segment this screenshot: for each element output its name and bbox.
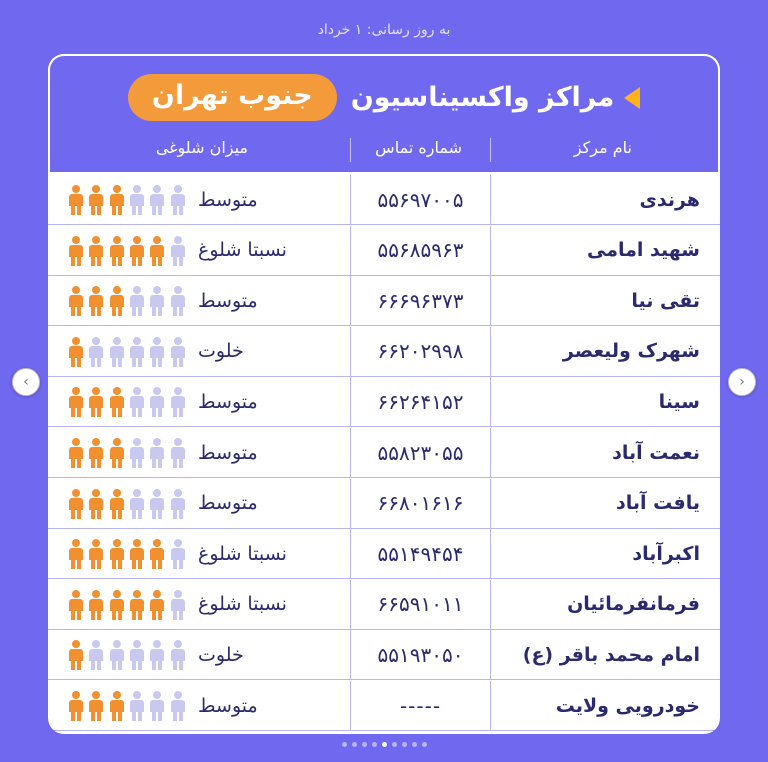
table-row [48, 529, 720, 579]
person-icon [147, 236, 166, 266]
update-note: به روز رسانی: ۱ خرداد [317, 22, 451, 38]
person-icon [86, 387, 105, 417]
person-icon [107, 691, 126, 721]
title-region-pill: جنوب تهران [128, 74, 337, 121]
center-phone: ----- [350, 681, 490, 730]
column-separator [490, 138, 491, 162]
person-icon [127, 387, 146, 417]
person-icon [86, 337, 105, 367]
person-icon [107, 438, 126, 468]
prev-slide-button[interactable]: ‹ [12, 368, 40, 396]
center-name: هرندی [490, 175, 720, 224]
person-icon [127, 236, 146, 266]
person-icon [147, 590, 166, 620]
center-phone: ۶۶۵۹۱۰۱۱ [350, 580, 490, 629]
table-row [48, 630, 720, 680]
crowd-level-label: متوسط [198, 188, 258, 211]
person-icon [127, 590, 146, 620]
person-icon [66, 286, 85, 316]
center-name: شهرک ولیعصر [490, 327, 720, 376]
person-icon [86, 691, 105, 721]
crowd-level-label: متوسط [198, 441, 258, 464]
person-icon [147, 185, 166, 215]
center-name: امام محمد باقر (ع) [490, 630, 720, 679]
person-icon [107, 337, 126, 367]
crowd-level-label: نسبتا شلوغ [198, 542, 287, 565]
person-icon [168, 337, 187, 367]
crowd-level-label: متوسط [198, 390, 258, 413]
table-row [48, 479, 720, 529]
table-row [48, 681, 720, 731]
center-name: تقی نیا [490, 276, 720, 325]
person-icon [168, 691, 187, 721]
person-icon [66, 640, 85, 670]
crowd-meter [66, 387, 188, 417]
carousel-dot[interactable] [392, 742, 397, 747]
person-icon [86, 640, 105, 670]
person-icon [127, 691, 146, 721]
person-icon [127, 640, 146, 670]
column-separator [350, 138, 351, 162]
center-phone: ۶۶۲۶۴۱۵۲ [350, 377, 490, 426]
person-icon [168, 286, 187, 316]
carousel-dot[interactable] [412, 742, 417, 747]
crowd-meter [66, 286, 188, 316]
person-icon [66, 185, 85, 215]
crowd-meter [66, 438, 188, 468]
center-name: یافت آباد [490, 479, 720, 528]
person-icon [66, 438, 85, 468]
person-icon [86, 438, 105, 468]
person-icon [147, 387, 166, 417]
person-icon [127, 337, 146, 367]
table-header [48, 54, 720, 172]
person-icon [86, 539, 105, 569]
person-icon [147, 691, 166, 721]
carousel-dot[interactable] [372, 742, 377, 747]
person-icon [86, 286, 105, 316]
center-name: خودرویی ولایت [490, 681, 720, 730]
crowd-meter [66, 539, 188, 569]
crowd-meter [66, 640, 188, 670]
person-icon [66, 387, 85, 417]
person-icon [168, 640, 187, 670]
person-icon [86, 489, 105, 519]
crowd-meter [66, 185, 188, 215]
center-phone: ۵۵۱۹۳۰۵۰ [350, 630, 490, 679]
person-icon [147, 489, 166, 519]
carousel-dot[interactable] [382, 742, 387, 747]
crowd-level-label: خلوت [198, 340, 244, 363]
center-phone: ۶۶۲۰۲۹۹۸ [350, 327, 490, 376]
column-headers [50, 134, 718, 164]
person-icon [66, 590, 85, 620]
person-icon [127, 539, 146, 569]
center-name: شهید امامی [490, 226, 720, 275]
person-icon [127, 185, 146, 215]
crowd-meter [66, 337, 188, 367]
person-icon [66, 489, 85, 519]
center-name: سینا [490, 377, 720, 426]
center-name: فرمانفرمائیان [490, 580, 720, 629]
person-icon [168, 489, 187, 519]
person-icon [127, 286, 146, 316]
person-icon [107, 387, 126, 417]
next-slide-button[interactable]: › [728, 368, 756, 396]
carousel-dot[interactable] [402, 742, 407, 747]
crowd-meter [66, 236, 188, 266]
table-row [48, 175, 720, 225]
crowd-meter [66, 489, 188, 519]
person-icon [107, 286, 126, 316]
person-icon [66, 691, 85, 721]
person-icon [168, 387, 187, 417]
person-icon [66, 236, 85, 266]
table-row [48, 327, 720, 377]
person-icon [127, 438, 146, 468]
table-row [48, 226, 720, 276]
title-row [50, 74, 718, 121]
person-icon [86, 236, 105, 266]
person-icon [107, 640, 126, 670]
person-icon [147, 539, 166, 569]
column-header-level: میزان شلوغی [155, 138, 248, 157]
crowd-level-label: خلوت [198, 643, 244, 666]
person-icon [168, 539, 187, 569]
center-name: اکبرآباد [490, 529, 720, 578]
play-icon [624, 87, 640, 109]
center-phone: ۵۵۱۴۹۴۵۴ [350, 529, 490, 578]
person-icon [127, 489, 146, 519]
carousel-dot[interactable] [352, 742, 357, 747]
person-icon [147, 286, 166, 316]
person-icon [86, 185, 105, 215]
person-icon [66, 337, 85, 367]
center-phone: ۵۵۶۸۵۹۶۳ [350, 226, 490, 275]
person-icon [168, 438, 187, 468]
center-phone: ۵۵۶۹۷۰۰۵ [350, 175, 490, 224]
center-phone: ۵۵۸۲۳۰۵۵ [350, 428, 490, 477]
title-main: مراکز واکسیناسیون [350, 82, 615, 113]
center-phone: ۶۶۸۰۱۶۱۶ [350, 479, 490, 528]
center-phone: ۶۶۶۹۶۳۷۳ [350, 276, 490, 325]
column-header-phone: شماره تماس [375, 138, 462, 157]
person-icon [168, 590, 187, 620]
crowd-level-label: نسبتا شلوغ [198, 593, 287, 616]
crowd-level-label: متوسط [198, 289, 258, 312]
crowd-level-label: نسبتا شلوغ [198, 239, 287, 262]
crowd-level-label: متوسط [198, 492, 258, 515]
table-row [48, 377, 720, 427]
person-icon [107, 185, 126, 215]
person-icon [147, 640, 166, 670]
carousel-dots [0, 742, 768, 747]
person-icon [66, 539, 85, 569]
table-row [48, 276, 720, 326]
table-row [48, 428, 720, 478]
crowd-meter [66, 691, 188, 721]
center-name: نعمت آباد [490, 428, 720, 477]
person-icon [147, 438, 166, 468]
person-icon [107, 590, 126, 620]
person-icon [168, 236, 187, 266]
vaccination-table-card [48, 54, 720, 734]
carousel-dot[interactable] [422, 742, 427, 747]
person-icon [107, 236, 126, 266]
person-icon [168, 185, 187, 215]
carousel-dot[interactable] [342, 742, 347, 747]
crowd-level-label: متوسط [198, 694, 258, 717]
person-icon [107, 539, 126, 569]
table-row [48, 580, 720, 630]
person-icon [86, 590, 105, 620]
person-icon [107, 489, 126, 519]
carousel-dot[interactable] [362, 742, 367, 747]
person-icon [147, 337, 166, 367]
column-header-name: نام مرکز [573, 138, 632, 157]
crowd-meter [66, 590, 188, 620]
